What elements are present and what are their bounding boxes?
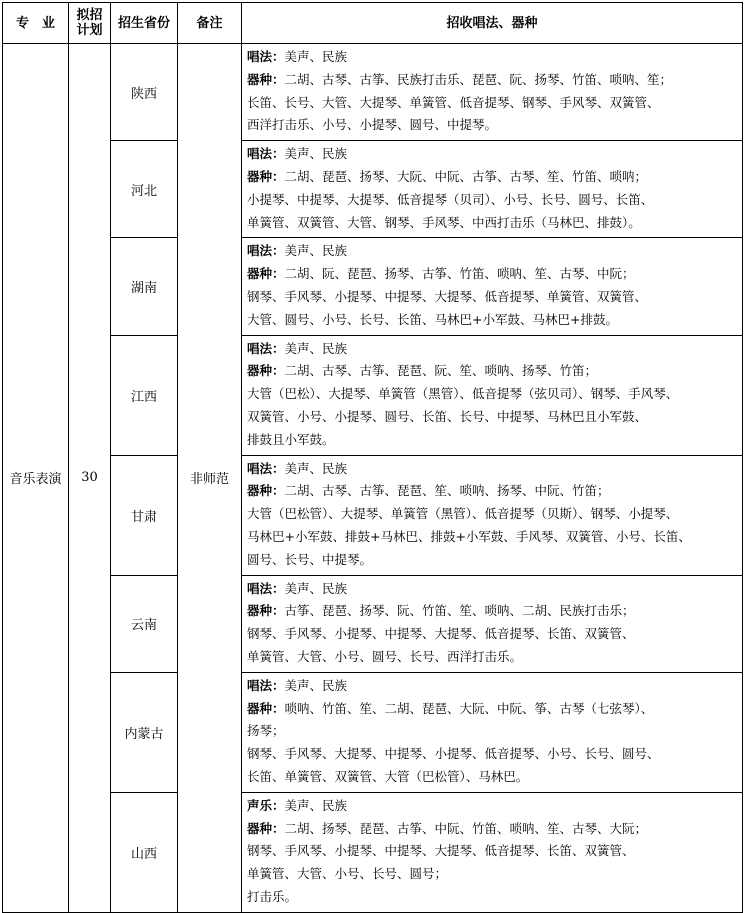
- table-row: [3, 141, 743, 238]
- category-label: 唱法：: [247, 49, 285, 64]
- instruments-cell: [242, 792, 743, 912]
- category-text: 二胡、古琴、古筝、琵琶、阮、笙、唢呐、扬琴、竹笛；: [284, 363, 598, 379]
- header-plan: 拟招 计划: [69, 3, 111, 44]
- province-cell: 山西: [111, 792, 178, 912]
- category-text: 小提琴、中提琴、大提琴、低音提琴（贝司）、小号、长号、圆号、长笛、: [247, 191, 654, 207]
- category-text: 美声、民族: [284, 243, 348, 259]
- content-line: [247, 675, 738, 698]
- category-text: 美声、民族: [284, 677, 348, 693]
- category-text: 大管、圆号、小号、长号、长笛、马林巴+小军鼓、马林巴+排鼓。: [247, 311, 618, 327]
- content-line: [247, 795, 738, 818]
- category-text: 二胡、古琴、古筝、琵琶、笙、唢呐、扬琴、中阮、竹笛；: [284, 483, 610, 499]
- content-line: [247, 549, 738, 572]
- table-row: [3, 455, 743, 575]
- table-row: [3, 792, 743, 912]
- instruments-cell: [242, 141, 743, 238]
- content-line: [247, 840, 738, 863]
- content-line: [247, 886, 738, 909]
- content-line: [247, 698, 738, 721]
- header-row: [3, 3, 743, 44]
- content-line: [247, 480, 738, 503]
- content-line: [247, 240, 738, 263]
- category-text: 大管（巴松管）、大提琴、单簧管（黑管）、低音提琴（贝斯）、钢琴、小提琴、: [247, 506, 679, 522]
- category-label: 唱法：: [247, 460, 285, 476]
- content-line: [247, 189, 738, 212]
- content-line: [247, 360, 738, 383]
- province-cell: 内蒙古: [111, 672, 178, 792]
- category-label: 器种：: [247, 820, 285, 836]
- table-row: [3, 335, 743, 455]
- category-text: 马林巴+小军鼓、排鼓+马林巴、排鼓+小军鼓、手风琴、双簧管、小号、长笛、: [247, 528, 691, 544]
- admissions-table: [2, 2, 743, 913]
- category-label: 唱法：: [247, 677, 285, 693]
- category-text: 美声、民族: [284, 460, 348, 476]
- header-major: 专 业: [3, 3, 69, 44]
- content-line: [247, 46, 738, 69]
- table-row: [3, 44, 743, 141]
- category-text: 单簧管、大管、小号、圆号、长号、西洋打击乐。: [247, 648, 523, 664]
- province-cell: 陕西: [111, 44, 178, 141]
- content-line: [247, 69, 738, 92]
- category-label: 器种：: [247, 700, 285, 716]
- header-province: 招生省份: [111, 3, 178, 44]
- content-line: [247, 503, 738, 526]
- category-text: 西洋打击乐、小号、小提琴、圆号、中提琴。: [247, 117, 498, 133]
- table-row: [3, 672, 743, 792]
- category-label: 唱法：: [247, 243, 285, 259]
- content-line: [247, 92, 738, 115]
- content-line: [247, 338, 738, 361]
- content-line: [247, 286, 738, 309]
- category-label: 唱法：: [247, 580, 285, 596]
- content-line: [247, 600, 738, 623]
- category-text: 美声、民族: [284, 580, 348, 596]
- category-text: 扬琴；: [247, 723, 285, 739]
- province-cell: 河北: [111, 141, 178, 238]
- content-line: [247, 818, 738, 841]
- category-text: 钢琴、手风琴、小提琴、中提琴、大提琴、低音提琴、长笛、双簧管、: [247, 626, 635, 642]
- category-text: 唢呐、竹笛、笙、二胡、琵琶、大阮、中阮、筝、古琴（七弦琴）、: [284, 700, 654, 716]
- content-line: [247, 429, 738, 452]
- content-line: [247, 623, 738, 646]
- category-text: 长笛、单簧管、双簧管、大管（巴松管）、马林巴。: [247, 768, 529, 784]
- content-line: [247, 383, 738, 406]
- category-label: 器种：: [247, 168, 285, 184]
- category-label: 器种：: [247, 603, 285, 619]
- content-line: [247, 114, 738, 137]
- category-label: 器种：: [247, 266, 285, 282]
- category-text: 古筝、琵琶、扬琴、阮、竹笛、笙、唢呐、二胡、民族打击乐；: [284, 603, 635, 619]
- category-text: 钢琴、手风琴、小提琴、中提琴、大提琴、低音提琴、单簧管、双簧管、: [247, 288, 648, 304]
- category-text: 美声、民族: [284, 146, 348, 162]
- category-label: 器种：: [247, 363, 285, 379]
- category-text: 钢琴、手风琴、小提琴、中提琴、大提琴、低音提琴、长笛、双簧管、: [247, 843, 635, 859]
- category-text: 单簧管、大管、小号、长号、圆号；: [247, 866, 448, 882]
- content-line: [247, 766, 738, 789]
- content-line: [247, 458, 738, 481]
- header-note: 备注: [178, 3, 242, 44]
- category-text: 美声、民族: [284, 340, 348, 356]
- content-line: [247, 309, 738, 332]
- category-label: 唱法：: [247, 340, 285, 356]
- category-text: 美声、民族: [284, 797, 348, 813]
- category-text: 大管（巴松）、大提琴、单簧管（黑管）、低音提琴（弦贝司）、钢琴、手风琴、: [247, 386, 679, 402]
- content-line: [247, 263, 738, 286]
- plan-cell: 30: [69, 44, 111, 913]
- category-text: 长笛、长号、大管、大提琴、单簧管、低音提琴、钢琴、手风琴、双簧管、: [247, 94, 660, 110]
- content-line: [247, 863, 738, 886]
- category-text: 美声、民族: [284, 49, 348, 64]
- category-text: 双簧管、小号、小提琴、圆号、长笛、长号、中提琴、马林巴且小军鼓、: [247, 408, 648, 424]
- content-line: [247, 646, 738, 669]
- content-line: [247, 143, 738, 166]
- province-cell: 甘肃: [111, 455, 178, 575]
- instruments-cell: [242, 335, 743, 455]
- instruments-cell: [242, 455, 743, 575]
- instruments-cell: [242, 575, 743, 672]
- content-line: [247, 720, 738, 743]
- province-cell: 湖南: [111, 238, 178, 335]
- content-line: [247, 406, 738, 429]
- category-text: 钢琴、手风琴、大提琴、中提琴、小提琴、低音提琴、小号、长号、圆号、: [247, 746, 660, 762]
- content-line: [247, 166, 738, 189]
- category-label: 器种：: [247, 71, 285, 87]
- category-label: 声乐：: [247, 797, 285, 813]
- content-line: [247, 743, 738, 766]
- content-line: [247, 526, 738, 549]
- header-content: 招收唱法、器种: [242, 3, 743, 44]
- instruments-cell: [242, 44, 743, 141]
- category-text: 二胡、琵琶、扬琴、大阮、中阮、古筝、古琴、笙、竹笛、唢呐；: [284, 168, 648, 184]
- province-cell: 云南: [111, 575, 178, 672]
- table-row: [3, 238, 743, 335]
- instruments-cell: [242, 672, 743, 792]
- content-line: [247, 212, 738, 235]
- note-cell: 非师范: [178, 44, 242, 913]
- category-text: 二胡、扬琴、琵琶、古筝、中阮、竹笛、唢呐、笙、古琴、大阮；: [284, 820, 648, 836]
- category-text: 单簧管、双簧管、大管、钢琴、手风琴、中西打击乐（马林巴、排鼓）。: [247, 214, 641, 230]
- table-row: [3, 575, 743, 672]
- category-text: 打击乐。: [247, 888, 298, 904]
- category-label: 唱法：: [247, 146, 285, 162]
- major-cell: 音乐表演: [3, 44, 69, 913]
- category-text: 圆号、长号、中提琴。: [247, 551, 373, 567]
- content-line: [247, 578, 738, 601]
- category-text: 排鼓且小军鼓。: [247, 431, 335, 447]
- category-text: 二胡、古琴、古筝、民族打击乐、琵琶、阮、扬琴、竹笛、唢呐、笙；: [284, 71, 673, 87]
- instruments-cell: [242, 238, 743, 335]
- category-text: 二胡、阮、琵琶、扬琴、古筝、竹笛、唢呐、笙、古琴、中阮；: [284, 266, 635, 282]
- province-cell: 江西: [111, 335, 178, 455]
- category-label: 器种：: [247, 483, 285, 499]
